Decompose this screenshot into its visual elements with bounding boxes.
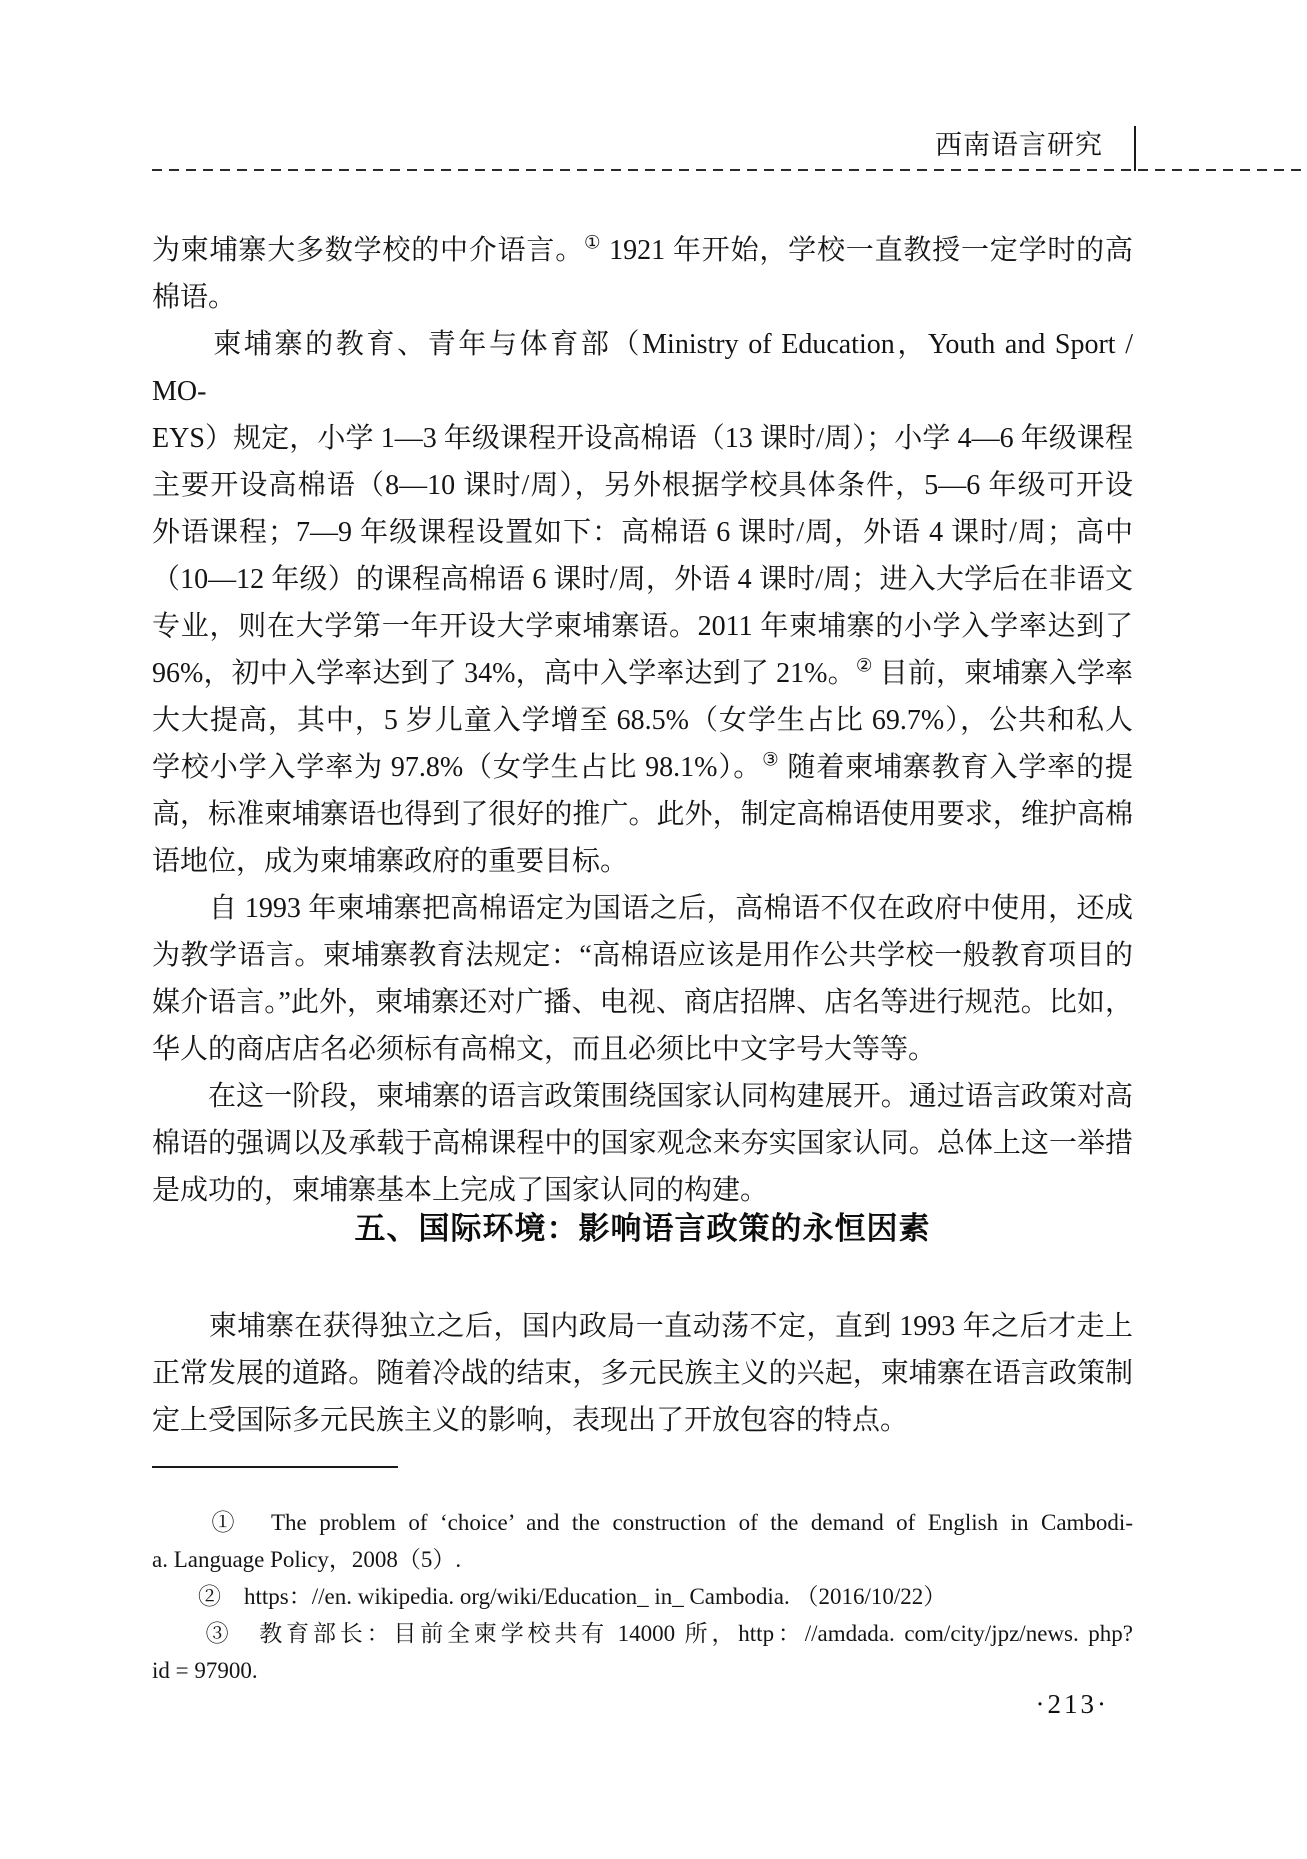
body-text-line: 棉语的强调以及承载于高棉课程中的国家观念来夯实国家认同。总体上这一举措 [152, 1128, 1133, 1159]
footnote-line: id = 97900. [152, 1658, 258, 1683]
footnote-separator-rule [152, 1466, 398, 1468]
running-header-title: 西南语言研究 [935, 130, 1103, 160]
body-text-line: 学校小学入学率为 97.8%（女学生占比 98.1%）。③ 随着柬埔寨教育入学率的提 [152, 749, 1133, 783]
body-text-line: 在这一阶段，柬埔寨的语言政策围绕国家认同构建展开。通过语言政策对高 [152, 1081, 1133, 1112]
body-text-line: 主要开设高棉语（8—10 课时/周），另外根据学校具体条件，5—6 年级可开设 [152, 470, 1133, 501]
body-text-line: 正常发展的道路。随着冷战的结束，多元民族主义的兴起，柬埔寨在语言政策制 [152, 1358, 1133, 1389]
body-text-line: 96%，初中入学率达到了 34%，高中入学率达到了 21%。② 目前，柬埔寨入学率 [152, 655, 1133, 689]
body-text-line: 定上受国际多元民族主义的影响，表现出了开放包容的特点。 [152, 1405, 909, 1436]
footnote-line: a. Language Policy，2008（5）. [152, 1547, 462, 1572]
body-text-line: 为柬埔寨大多数学校的中介语言。① 1921 年开始，学校一直教授一定学时的高 [152, 232, 1133, 266]
body-text-line: 外语课程；7—9 年级课程设置如下：高棉语 6 课时/周，外语 4 课时/周；高中 [152, 517, 1133, 548]
footnote-line: ② https：//en. wikipedia. org/wiki/Education_ in_ Cambodia. （2016/10/22） [152, 1584, 947, 1609]
body-text-line: 媒介语言。”此外，柬埔寨还对广播、电视、商店招牌、店名等进行规范。比如， [152, 987, 1133, 1018]
body-text-line: 柬埔寨的教育、青年与体育部（Ministry of Education，Youth and Sport / MO- [152, 329, 1140, 407]
body-text-block-after-heading [152, 1303, 1133, 1444]
body-text-line: 华人的商店店名必须标有高棉文，而且必须比中文字号大等等。 [152, 1034, 937, 1065]
body-text-line: 语地位，成为柬埔寨政府的重要目标。 [152, 846, 629, 877]
body-text-line: 柬埔寨在获得独立之后，国内政局一直动荡不定，直到 1993 年之后才走上 [152, 1311, 1133, 1342]
body-text-line: 大大提高，其中，5 岁儿童入学增至 68.5%（女学生占比 69.7%），公共和私人 [152, 705, 1133, 736]
body-text-line: 自 1993 年柬埔寨把高棉语定为国语之后，高棉语不仅在政府中使用，还成 [152, 893, 1133, 924]
page-number: ·213· [1035, 1689, 1109, 1719]
body-text-line: 棉语。 [152, 282, 237, 313]
body-text-line: 专业，则在大学第一年开设大学柬埔寨语。2011 年柬埔寨的小学入学率达到了 [152, 611, 1133, 642]
body-text-line: EYS）规定，小学 1—3 年级课程开设高棉语（13 课时/周）；小学 4—6 年级课程 [152, 423, 1133, 454]
footnote-line: ① The problem of ‘choice’ and the construction of the demand of English in Cambodi- [152, 1510, 1133, 1535]
body-text-line: 为教学语言。柬埔寨教育法规定：“高棉语应该是用作公共学校一般教育项目的 [152, 940, 1133, 971]
section-heading: 五、国际环境：影响语言政策的永恒因素 [354, 1211, 931, 1246]
body-text-line: 高，标准柬埔寨语也得到了很好的推广。此外，制定高棉语使用要求，维护高棉 [152, 799, 1133, 830]
footnote-line: ③ 教育部长：目前全柬学校共有 14000 所，http：//amdada. com/city/jpz/news. php? [152, 1621, 1133, 1646]
header-dashed-rule [152, 169, 1307, 171]
footnotes-block [152, 1504, 1133, 1689]
body-text-block [152, 227, 1140, 1214]
body-text-line: （10—12 年级）的课程高棉语 6 课时/周，外语 4 课时/周；进入大学后在非语文 [152, 564, 1133, 595]
header-vertical-rule [1134, 126, 1136, 171]
body-text-line: 是成功的，柬埔寨基本上完成了国家认同的构建。 [152, 1175, 769, 1206]
